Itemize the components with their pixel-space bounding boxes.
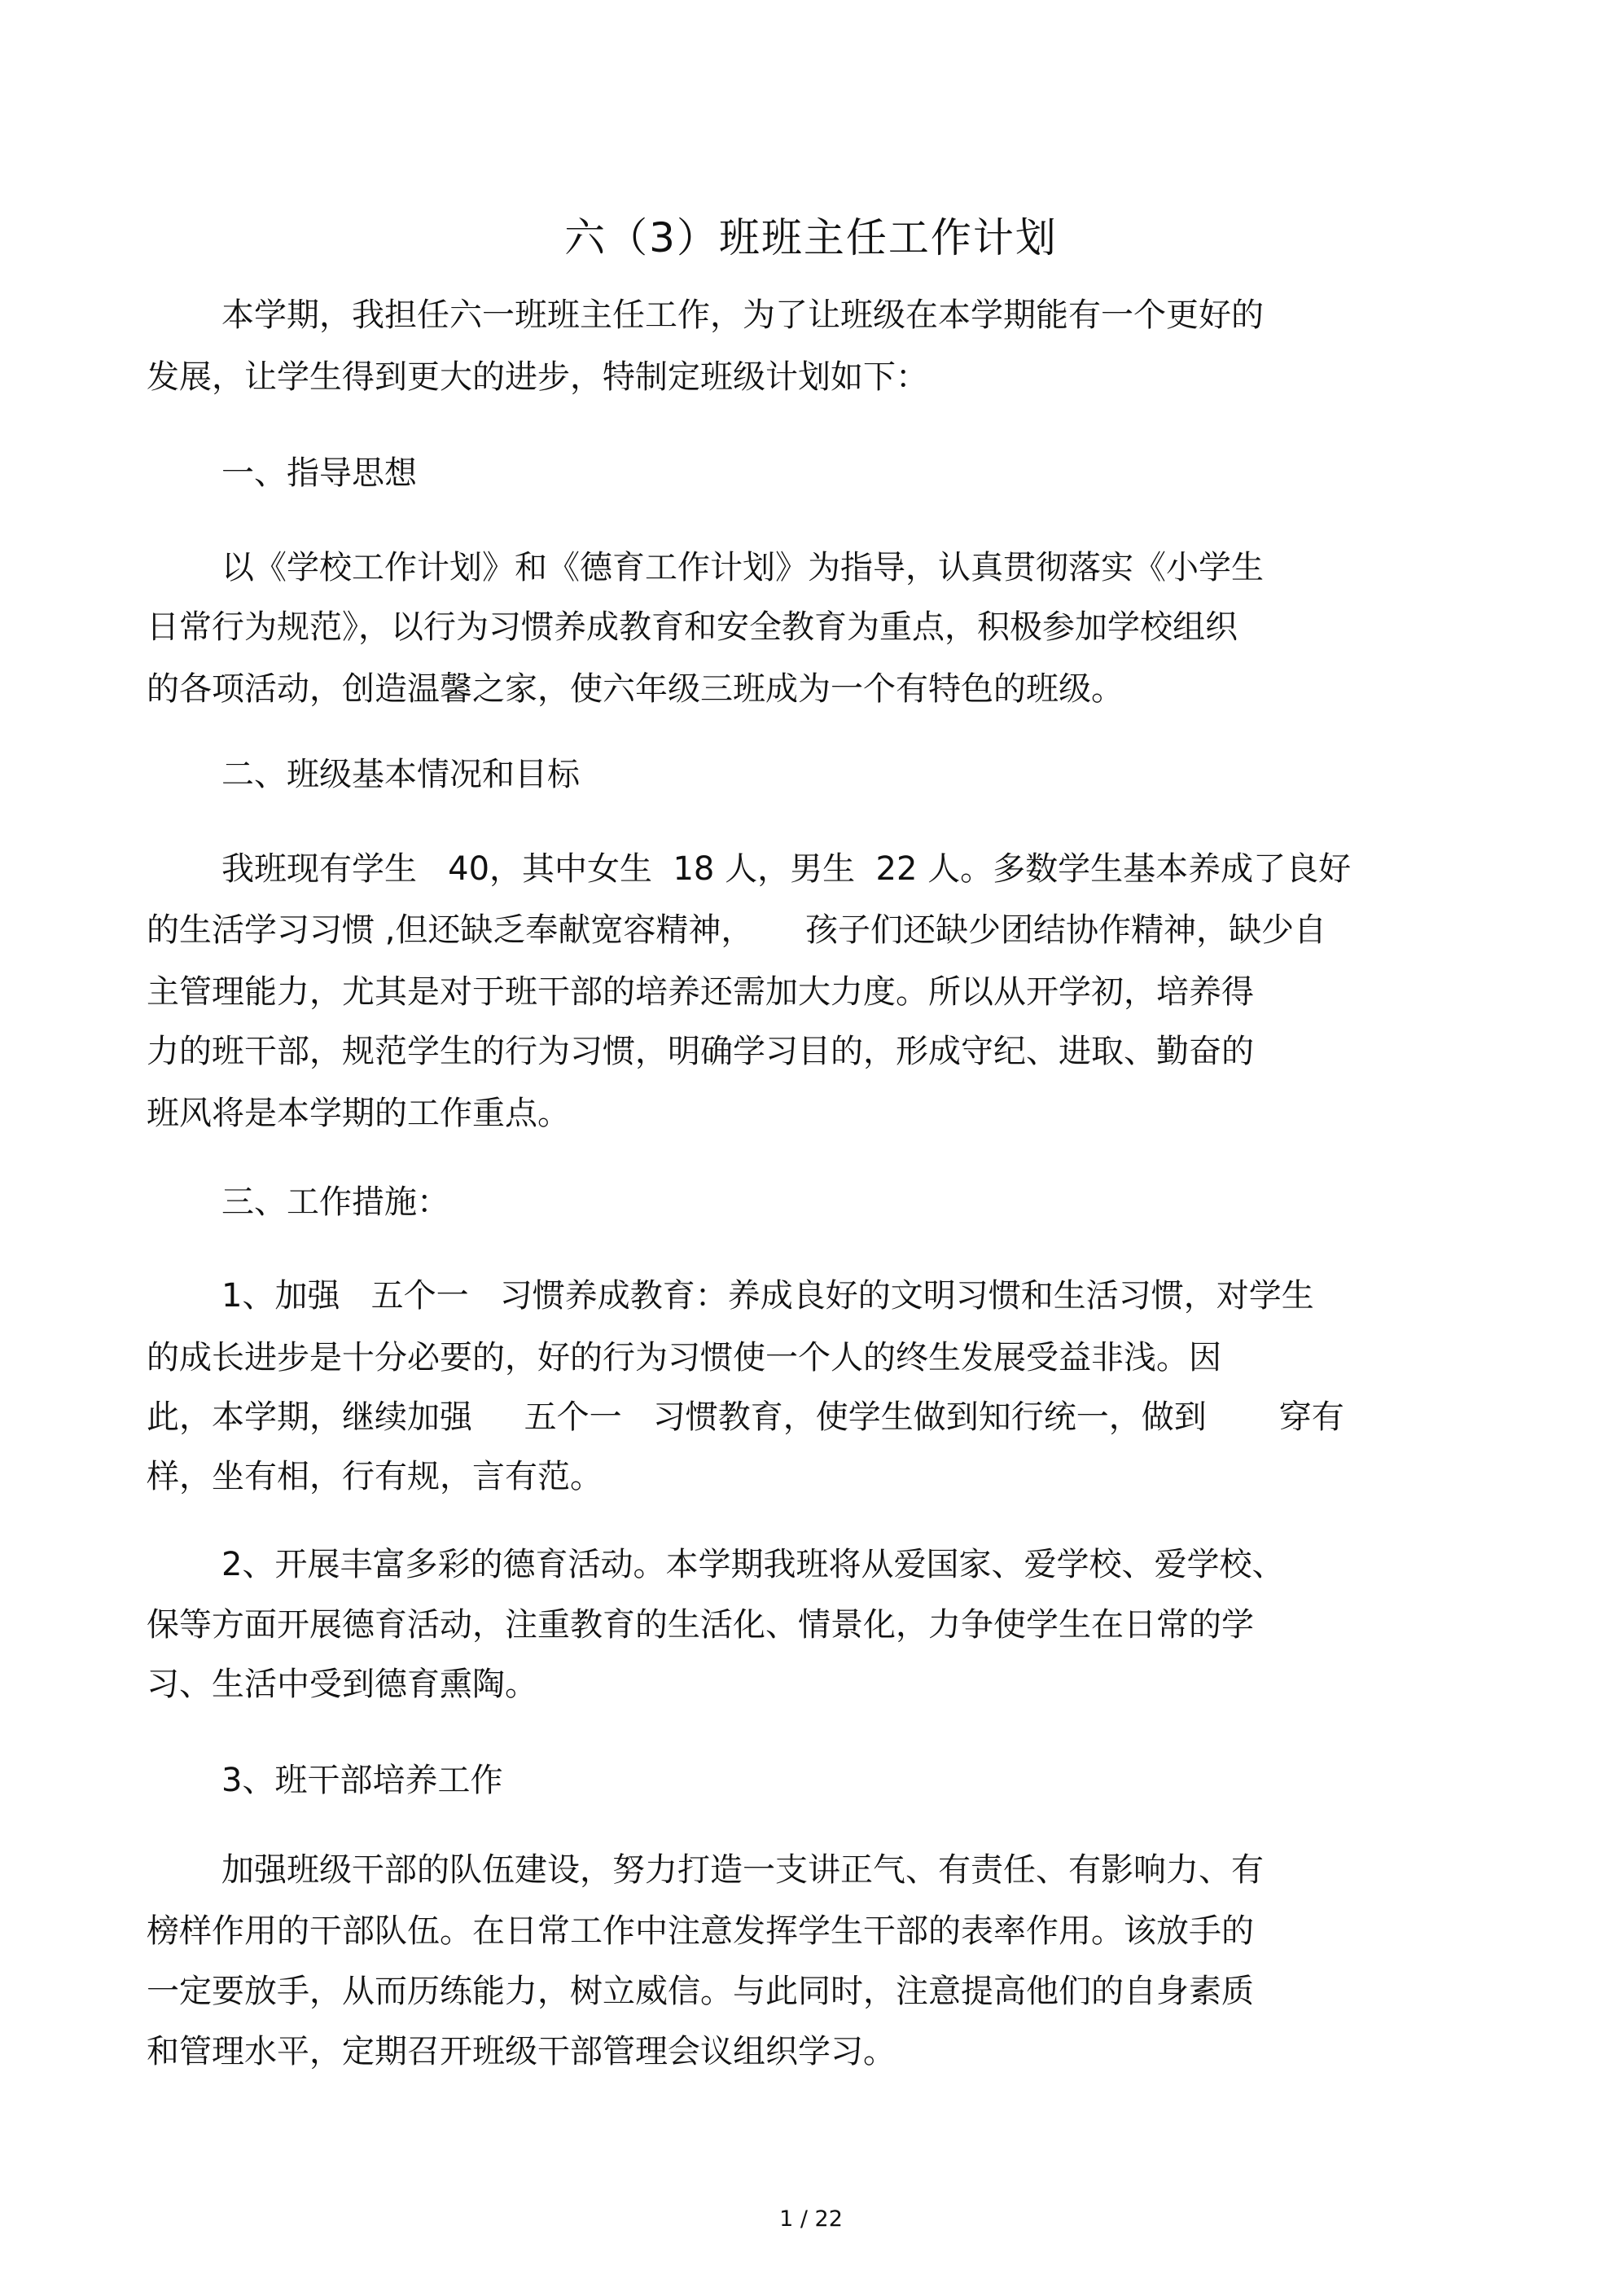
document-title: 六（3）班班主任工作计划 — [564, 214, 1058, 261]
measure1-line-3: 此，本学期，继续加强 五个一 习惯教育，使学生做到知行统一，做到 穿有 — [147, 1398, 1344, 1436]
measure1-line-1: 1、加强 五个一 习惯养成教育：养成良好的文明习惯和生活习惯，对学生 — [221, 1277, 1314, 1315]
measure3-line-1: 加强班级干部的队伍建设，努力打造一支讲正气、有责任、有影响力、有 — [221, 1851, 1264, 1889]
measure3-line-2: 榜样作用的干部队伍。在日常工作中注意发挥学生干部的表率作用。该放手的 — [147, 1912, 1254, 1950]
section-heading-class-situation: 二、班级基本情况和目标 — [221, 756, 580, 793]
measure1-line-2: 的成长进步是十分必要的，好的行为习惯使一个人的终生发展受益非浅。因 — [147, 1339, 1221, 1376]
section1-line-3: 的各项活动，创造温馨之家，使六年级三班成为一个有特色的班级。 — [147, 670, 1124, 708]
intro-line-2: 发展，让学生得到更大的进步，特制定班级计划如下： — [147, 358, 928, 396]
section1-line-2: 日常行为规范》，以行为习惯养成教育和安全教育为重点，积极参加学校组织 — [147, 608, 1238, 646]
section2-line-5: 班风将是本学期的工作重点。 — [147, 1095, 570, 1132]
measure1-line-4: 样，坐有相，行有规，言有范。 — [147, 1458, 603, 1495]
measure2-line-2: 保等方面开展德育活动，注重教育的生活化、情景化，力争使学生在日常的学 — [147, 1606, 1254, 1644]
section2-line-1: 我班现有学生 40，其中女生 18 人，男生 22 人。多数学生基本养成了良好 — [221, 850, 1352, 888]
section2-line-4: 力的班干部，规范学生的行为习惯，明确学习目的，形成守纪、进取、勤奋的 — [147, 1033, 1254, 1070]
measure2-line-1: 2、开展丰富多彩的德育活动。本学期我班将从爱国家、爱学校、爱学校、 — [221, 1546, 1285, 1583]
section1-line-1: 以《学校工作计划》和《德育工作计划》为指导，认真贯彻落实《小学生 — [221, 549, 1264, 586]
section2-line-2: 的生活学习习惯 ,但还缺乏奉献宽容精神， 孩子们还缺少团结协作精神，缺少自 — [147, 911, 1327, 949]
intro-line-1: 本学期，我担任六一班班主任工作，为了让班级在本学期能有一个更好的 — [221, 296, 1264, 334]
section-heading-guiding-ideology: 一、指导思想 — [221, 454, 417, 492]
measure3-heading: 3、班干部培养工作 — [221, 1762, 503, 1799]
measure2-line-3: 习、生活中受到德育熏陶。 — [147, 1666, 537, 1703]
page-number: 1 / 22 — [779, 2206, 843, 2232]
measure3-line-4: 和管理水平，定期召开班级干部管理会议组织学习。 — [147, 2033, 896, 2070]
section2-line-3: 主管理能力，尤其是对于班干部的培养还需加大力度。所以从开学初，培养得 — [147, 973, 1254, 1011]
section-heading-work-measures: 三、工作措施： — [221, 1183, 449, 1221]
measure3-line-3: 一定要放手，从而历练能力，树立威信。与此同时，注意提高他们的自身素质 — [147, 1973, 1254, 2010]
